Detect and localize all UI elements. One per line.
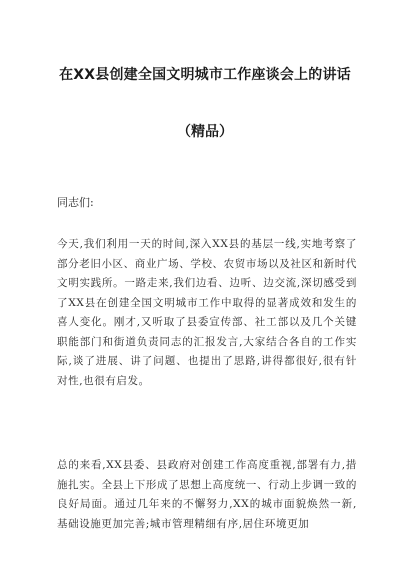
greeting-text: 同志们:	[57, 196, 94, 209]
body-paragraph-1: 今天,我们利用一天的时间,深入XX县的基层一线,实地考察了部分老旧小区、商业广场、学校、农贸市场以及社区和新时代文明实践所。一路走来,我们边看、边听、边交流,深切感受到了XX县在创建全国文明城市工作中取得的显著成效和发生的喜人变化。刚才,又听取了县委宣传部、社工部以及几个关键职能部门和街道负责同志的汇报发言,大家结合各自的工作实际,谈了进展、讲了问题、也提出了思路,讲得都很好,很有针对性,也很有启发。	[57, 238, 357, 387]
document-subtitle: （精品）	[177, 124, 233, 140]
document-title: 在XX县创建全国文明城市工作座谈会上的讲话	[59, 67, 351, 83]
body-paragraph-2: 总的来看,XX县委、县政府对创建工作高度重视,部署有力,措施扎实。全县上下形成了思想上高度统一、行动上步调一致的良好局面。通过几年来的不懈努力,XX的城市面貌焕然一新,基础设施更加完善;城市管理精细有序,居住环境更加	[57, 459, 357, 530]
